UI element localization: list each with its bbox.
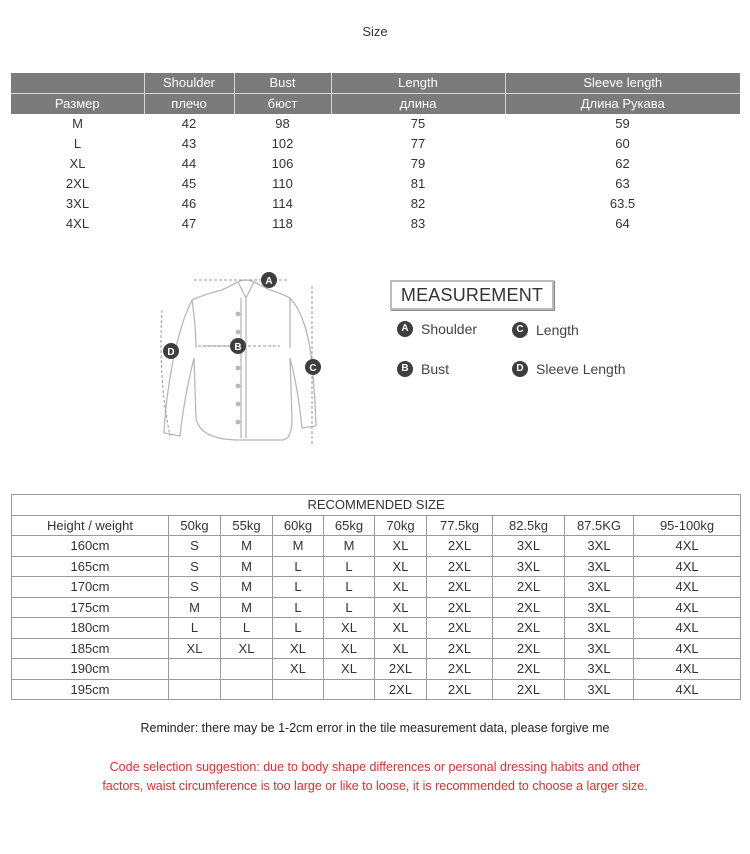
recommended-row (12, 618, 741, 639)
recommended-cell: 2XL (427, 597, 493, 618)
recommended-row (12, 659, 741, 680)
recommended-cell: 175cm (12, 597, 169, 618)
header-cell: 82.5kg (493, 515, 565, 536)
header-cell: Shoulder (144, 73, 234, 94)
recommended-cell: 2XL (427, 577, 493, 598)
recommended-cell: XL (273, 659, 324, 680)
shirt-diagram (150, 268, 340, 450)
header-cell: 60kg (273, 515, 324, 536)
recommended-cell: L (273, 618, 324, 639)
recommended-row (12, 597, 741, 618)
letter-c-icon: C (512, 322, 528, 338)
size-cell: 82 (410, 196, 426, 211)
size-cell: 75 (410, 116, 426, 131)
recommended-cell: 2XL (493, 618, 565, 639)
recommended-cell: M (221, 597, 273, 618)
recommended-cell: XL (375, 556, 427, 577)
size-row (11, 194, 740, 214)
letter-a-icon: A (397, 321, 413, 337)
code-suggestion-line1: Code selection suggestion: due to body shape differences or personal dressing habits and other (109, 760, 641, 774)
recommended-cell: 3XL (565, 536, 634, 557)
size-table (11, 73, 740, 234)
recommended-cell: M (221, 577, 273, 598)
recommended-cell: XL (324, 618, 375, 639)
header-cell: Bust (234, 73, 331, 94)
recommended-cell: 2XL (427, 659, 493, 680)
header-cell: Height / weight (12, 515, 169, 536)
badge-b (230, 338, 246, 354)
legend-sleeve-length (512, 361, 626, 377)
size-cell: 106 (271, 156, 294, 171)
recommended-cell: 3XL (493, 536, 565, 557)
size-cell: 81 (410, 176, 426, 191)
recommended-cell: M (221, 536, 273, 557)
recommended-cell: 2XL (493, 577, 565, 598)
size-cell: 47 (181, 216, 197, 231)
badge-c (305, 359, 321, 375)
size-cell: XL (69, 156, 86, 171)
recommended-cell: L (221, 618, 273, 639)
size-cell: 102 (271, 136, 294, 151)
recommended-caption: RECOMMENDED SIZE (12, 495, 741, 516)
letter-b-icon: B (397, 361, 413, 377)
recommended-cell: 3XL (565, 556, 634, 577)
recommended-cell: M (221, 556, 273, 577)
recommended-cell: XL (169, 638, 221, 659)
recommended-cell: XL (221, 638, 273, 659)
recommended-cell: 4XL (634, 577, 741, 598)
recommended-cell: 4XL (634, 638, 741, 659)
recommended-cell: M (324, 536, 375, 557)
recommended-row (12, 577, 741, 598)
svg-text:B: B (234, 342, 242, 353)
size-cell: 63.5 (609, 196, 636, 211)
recommended-cell: 180cm (12, 618, 169, 639)
header-cell: Длина Рукава (505, 94, 740, 115)
recommended-cell: S (169, 536, 221, 557)
recommended-cell: L (324, 577, 375, 598)
header-cell: 50kg (169, 515, 221, 536)
recommended-size-table (11, 494, 741, 700)
recommended-cell: XL (375, 577, 427, 598)
recommended-row (12, 638, 741, 659)
size-cell: 59 (615, 116, 630, 131)
size-cell: 64 (615, 216, 630, 231)
recommended-cell: 2XL (493, 659, 565, 680)
size-cell: 45 (181, 176, 197, 191)
size-cell: 110 (272, 176, 293, 191)
header-cell: Length (331, 73, 505, 94)
recommended-caption-row (12, 495, 741, 516)
legend-label: Bust (421, 361, 450, 377)
recommended-cell: 3XL (565, 659, 634, 680)
recommended-cell: 2XL (493, 638, 565, 659)
legend-label: Sleeve Length (536, 361, 626, 377)
size-row (11, 174, 740, 194)
recommended-cell: 2XL (493, 597, 565, 618)
recommended-cell: 2XL (427, 679, 493, 700)
letter-d-icon: D (512, 361, 528, 377)
header-cell: 95-100kg (634, 515, 741, 536)
header-cell: 65kg (324, 515, 375, 536)
size-cell: M (72, 116, 83, 131)
recommended-cell: 2XL (427, 638, 493, 659)
size-cell: 46 (181, 196, 197, 211)
size-cell: 63 (615, 176, 630, 191)
recommended-cell: 170cm (12, 577, 169, 598)
recommended-cell: XL (375, 597, 427, 618)
recommended-cell: 3XL (565, 577, 634, 598)
recommended-cell: 2XL (493, 679, 565, 700)
recommended-cell: XL (324, 638, 375, 659)
size-cell: 2XL (65, 176, 90, 191)
recommended-cell: 4XL (634, 556, 741, 577)
size-cell: 98 (275, 116, 290, 131)
recommended-row (12, 556, 741, 577)
size-cell: 118 (272, 216, 293, 231)
recommended-cell (273, 679, 324, 700)
size-cell: 79 (410, 156, 426, 171)
measurement-title: MEASUREMENT (390, 280, 554, 310)
header-cell: Sleeve length (505, 73, 740, 94)
size-row (11, 214, 740, 234)
size-cell: 77 (410, 136, 426, 151)
recommended-cell: L (273, 556, 324, 577)
svg-text:D: D (167, 347, 175, 358)
recommended-cell (324, 679, 375, 700)
recommended-cell: 190cm (12, 659, 169, 680)
size-row (11, 114, 740, 134)
recommended-cell: 3XL (493, 556, 565, 577)
recommended-cell: M (273, 536, 324, 557)
recommended-cell: 4XL (634, 536, 741, 557)
recommended-cell: 185cm (12, 638, 169, 659)
recommended-cell: XL (375, 536, 427, 557)
recommended-cell: 3XL (565, 618, 634, 639)
recommended-cell: 3XL (565, 679, 634, 700)
recommended-row (12, 679, 741, 700)
recommended-cell: S (169, 556, 221, 577)
recommended-cell: L (273, 597, 324, 618)
size-cell: L (73, 136, 82, 151)
size-cell: 42 (181, 116, 197, 131)
recommended-header-row (12, 515, 741, 536)
header-cell: 77.5kg (427, 515, 493, 536)
recommended-cell: 4XL (634, 618, 741, 639)
size-cell: 60 (615, 136, 630, 151)
svg-text:A: A (265, 276, 273, 287)
recommended-cell: XL (375, 618, 427, 639)
recommended-cell (221, 679, 273, 700)
legend-length (512, 322, 579, 338)
legend-bust (397, 361, 449, 377)
size-row (11, 154, 740, 174)
recommended-cell: 4XL (634, 597, 741, 618)
recommended-cell: XL (324, 659, 375, 680)
recommended-cell: L (324, 597, 375, 618)
badge-d (163, 343, 179, 359)
recommended-cell: 3XL (565, 597, 634, 618)
header-cell: 55kg (221, 515, 273, 536)
size-cell: 62 (615, 156, 630, 171)
size-cell: 83 (410, 216, 426, 231)
size-cell: 44 (181, 156, 197, 171)
recommended-cell (169, 679, 221, 700)
header-cell: бюст (234, 94, 331, 115)
recommended-cell: L (324, 556, 375, 577)
recommended-cell: 3XL (565, 638, 634, 659)
recommended-cell: M (169, 597, 221, 618)
legend-label: Shoulder (421, 321, 478, 337)
size-header-ru (11, 94, 740, 115)
code-suggestion-line2: factors, waist circumference is too large or like to loose, it is recommended to choose a larger size. (102, 779, 648, 793)
recommended-cell (221, 659, 273, 680)
recommended-cell: 2XL (427, 556, 493, 577)
recommended-cell: 2XL (375, 679, 427, 700)
header-cell (11, 73, 144, 94)
recommended-cell: 4XL (634, 679, 741, 700)
size-cell: 3XL (65, 196, 90, 211)
recommended-cell: 2XL (375, 659, 427, 680)
recommended-cell: L (169, 618, 221, 639)
recommended-cell: 160cm (12, 536, 169, 557)
size-row (11, 134, 740, 154)
header-cell: 70kg (375, 515, 427, 536)
header-cell: длина (331, 94, 505, 115)
page-title: Size (362, 24, 388, 39)
recommended-table-body (12, 515, 741, 700)
recommended-cell: 4XL (634, 659, 741, 680)
size-header-en (11, 73, 740, 94)
header-cell: Размер (11, 94, 144, 115)
header-cell: 87.5KG (565, 515, 634, 536)
recommended-cell: L (273, 577, 324, 598)
size-cell: 43 (181, 136, 197, 151)
recommended-cell: 2XL (427, 536, 493, 557)
header-cell: плечо (144, 94, 234, 115)
legend-label: Length (536, 322, 579, 338)
recommended-cell (169, 659, 221, 680)
recommended-cell: S (169, 577, 221, 598)
recommended-cell: 2XL (427, 618, 493, 639)
recommended-cell: 165cm (12, 556, 169, 577)
size-table-body (11, 114, 740, 234)
legend-shoulder (397, 321, 477, 337)
svg-text:C: C (309, 363, 317, 374)
size-cell: 114 (272, 196, 293, 211)
recommended-cell: XL (273, 638, 324, 659)
badge-a (261, 272, 277, 288)
recommended-cell: 195cm (12, 679, 169, 700)
recommended-row (12, 536, 741, 557)
recommended-cell: XL (375, 638, 427, 659)
reminder-text: Reminder: there may be 1-2cm error in the tile measurement data, please forgive me (140, 721, 610, 735)
size-cell: 4XL (65, 216, 90, 231)
